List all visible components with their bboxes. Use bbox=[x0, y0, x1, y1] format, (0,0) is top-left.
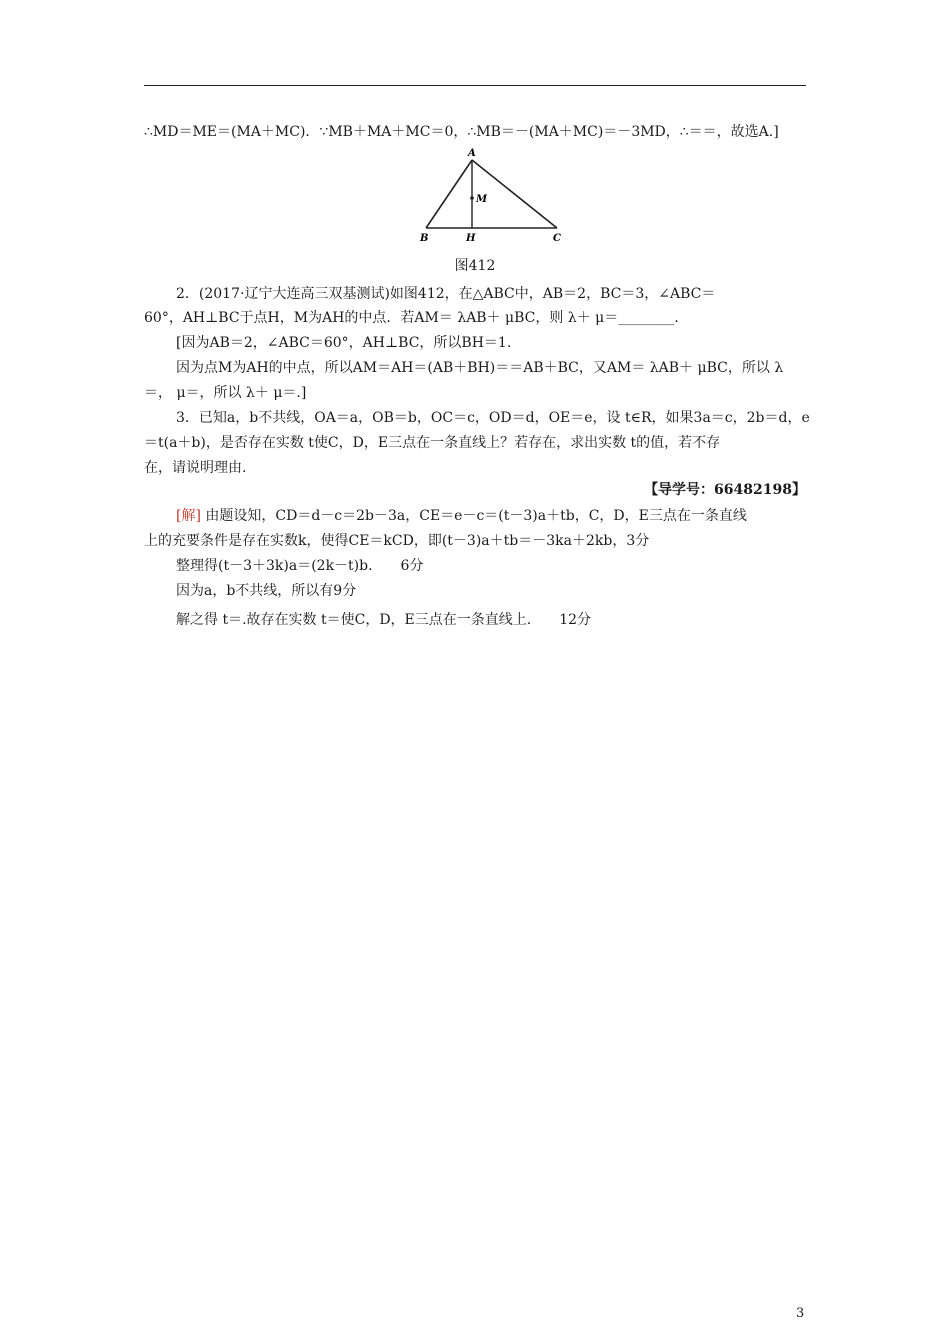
label-a: A bbox=[468, 148, 476, 159]
solution-line: 上的充要条件是存在实数k，使得CE＝kCD，即(t－3)a＋tb＝－3ka＋2kb，3分 bbox=[144, 533, 650, 549]
text-line: ＝， μ＝，所以 λ＋ μ＝.] bbox=[144, 385, 307, 401]
header-rule bbox=[144, 85, 806, 86]
solution-line: 整理得(t－3＋3k)a＝(2k－t)b. 6分 bbox=[176, 558, 424, 574]
solution-line: 因为a，b不共线，所以有9分 bbox=[176, 583, 357, 599]
text-line: 60°，AH⊥BC于点H，M为AH的中点．若AM＝ λAB＋ μBC，则 λ＋ μ＝________. bbox=[144, 310, 679, 326]
label-h: H bbox=[466, 233, 476, 244]
figure-caption: 图412 bbox=[454, 258, 496, 274]
text-line: 在，请说明理由. bbox=[144, 460, 247, 476]
solution-text: 由题设知，CD＝d－c＝2b－3a，CE＝e－c＝(t－3)a＋tb，C，D，E三点在一条直线 bbox=[200, 508, 747, 524]
triangle-figure bbox=[410, 146, 580, 248]
label-c: C bbox=[553, 233, 561, 244]
solution-marker: [解] bbox=[176, 508, 201, 524]
text-line: 2．(2017·辽宁大连高三双基测试)如图412，在△ABC中，AB＝2，BC＝3，∠ABC＝ bbox=[176, 286, 716, 302]
solution-line: 解之得 t＝.故存在实数 t＝使C，D，E三点在一条直线上. 12分 bbox=[176, 612, 592, 628]
text-line: ＝t(a＋b)，是否存在实数 t使C，D，E三点在一条直线上？若存在，求出实数 t的值，若不存 bbox=[144, 435, 721, 451]
text-line: [因为AB＝2，∠ABC＝60°，AH⊥BC，所以BH＝1. bbox=[176, 335, 512, 351]
page-number: 3 bbox=[796, 1306, 805, 1321]
label-b: B bbox=[420, 233, 429, 244]
guide-number: 【导学号：66482198】 bbox=[644, 482, 806, 498]
text-line: 3．已知a，b不共线，OA＝a，OB＝b，OC＝c，OD＝d，OE＝e，设 t∈R，如果3a＝c，2b＝d，e bbox=[176, 410, 810, 426]
text-line: 因为点M为AH的中点，所以AM＝AH＝(AB＋BH)＝＝AB＋BC，又AM＝ λAB＋ μBC，所以 λ bbox=[176, 360, 784, 376]
label-m: M bbox=[476, 194, 488, 205]
text-line: ∴MD＝ME＝(MA＋MC)．∵MB＋MA＋MC＝0，∴MB＝－(MA＋MC)＝－3MD，∴＝＝，故选A.] bbox=[144, 124, 779, 140]
solution-line bbox=[176, 506, 806, 526]
